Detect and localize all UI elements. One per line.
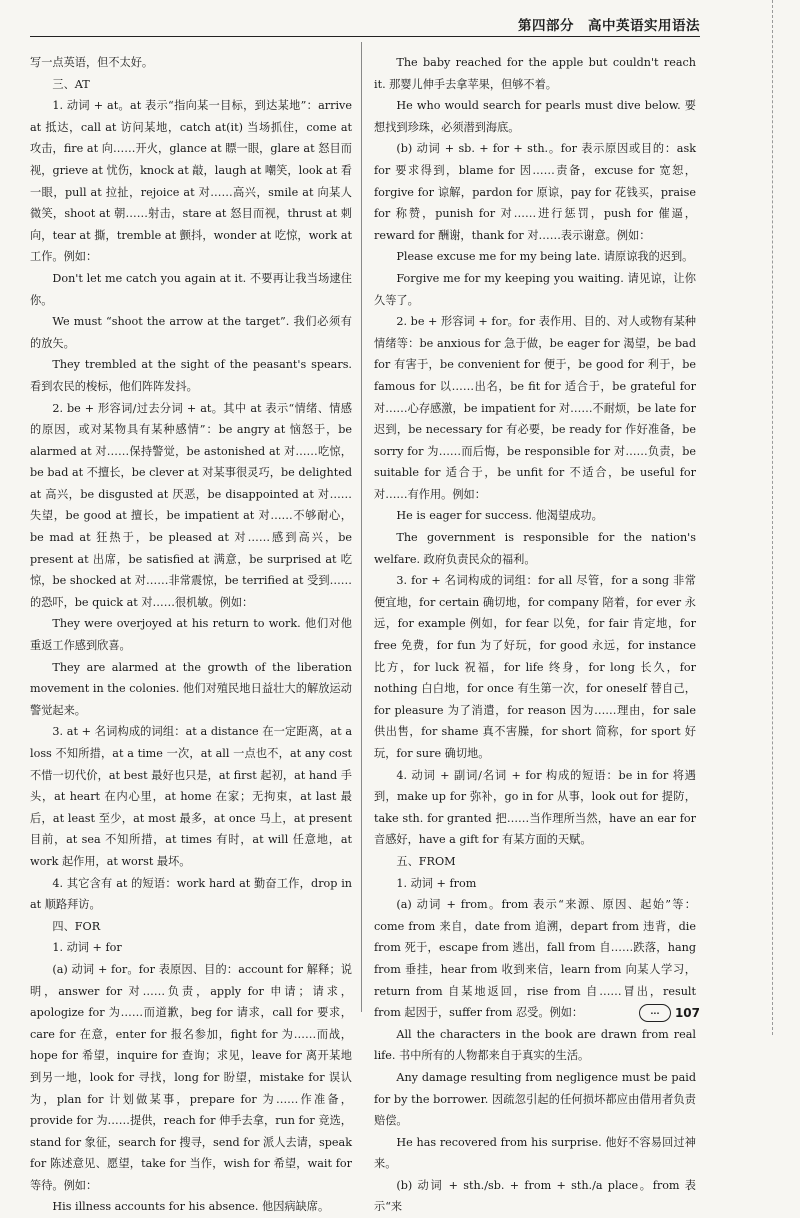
paragraph: 四、FOR — [52, 919, 101, 933]
right-column — [374, 52, 696, 1218]
left-column — [30, 52, 352, 1218]
paragraph: He has recovered from his surprise. 他好不容易回过神来。 — [374, 1135, 696, 1171]
paragraph: (a) 动词 + from。from 表示“来源、原因、起始”等：come from 来自，date from 追溯，depart from 违背，die from 死于，escape from 逃出，fall from 自……跌落，hang from 垂挂，hear from 收到来信，learn from 向某人学习，return from 自某地返回，rise from 自……冒出，result from 起因于，suffer from 忍受。例如： — [374, 898, 696, 1020]
paragraph: They are alarmed at the growth of the liberation movement in the colonies. 他们对殖民地日益壮大的解放运动警觉起来。 — [30, 660, 352, 717]
paragraph: 写一点英语，但不太好。 — [30, 56, 154, 69]
paragraph: 2. be + 形容词 + for。for 表作用、目的、对人或物有某种情绪等：be anxious for 急于做，be eager for 渴望，be bad for 有害于，be convenient for 便于，be good for 利于，be famous for 以……出名，be fit for 适合于，be grateful for 对……心存感激，be impatient for 对……不耐烦，be late for 迟到，be necessary for 有必要，be ready for 作好准备，be sorry for 为……而后悔，be responsible for 对……负责，be suitable for 适合于，be unfit for 不适合，be useful for 对……有作用。例如： — [374, 315, 696, 501]
binding-margin — [730, 0, 800, 1035]
paragraph: Any damage resulting from negligence must be paid for by the borrower. 因疏忽引起的任何损坏都应由借用者负责赔偿。 — [374, 1070, 696, 1128]
paragraph: He who would search for pearls must dive below. 要想找到珍珠，必须潜到海底。 — [374, 99, 696, 134]
paragraph: Forgive me for my keeping you waiting. 请见谅，让你久等了。 — [374, 271, 696, 307]
paragraph: They trembled at the sight of the peasant's spears. 看到农民的梭标，他们阵阵发抖。 — [30, 358, 352, 393]
page-badge-icon: ··· — [639, 1004, 671, 1022]
paragraph: 3. at + 名词构成的词组：at a distance 在一定距离，at a loss 不知所措，at a time 一次，at all 一点也不，at any cost 不惜一切代价，at best 最好也只是，at first 起初，at hand 手头，at heart 在内心里，at home 在家；无拘束，at last 最后，at least 至少，at most 最多，at once 马上，at present 目前，at sea 不知所措，at times 有时，at will 任意地，at work 起作用，at worst 最坏。 — [30, 725, 352, 868]
paragraph: (b) 动词 + sb. + for + sth.。for 表示原因或目的：ask for 要求得到，blame for 因……责备，excuse for 宽恕，forgive for 谅解，pardon for 原谅，pay for 花钱买，praise for 称赞，punish for 对……进行惩罚，push for 催逼，reward for 酬谢，thank for 对……表示谢意。例如： — [374, 142, 696, 242]
paragraph: (a) 动词 + for。for 表原因、目的：account for 解释；说明，answer for 对……负责，apply for 申请；请求，apologize for 为……而道歉，beg for 请求，call for 要求，care for 在意，enter for 报名参加，fight for 为……而战，hope for 希望，inquire for 查询；求见，leave for 离开某地到另一地，look for 寻找，long for 盼望，mistake for 误认为，plan for 计划做某事，prepare for 为……作准备，provide for 为……提供，reach for 伸手去拿，run for 竞选，stand for 象征，search for 搜寻，send for 派人去请，speak for 陈述意见、愿望，take for 当作，wish for 希望，wait for 等待。例如： — [30, 962, 352, 1192]
paragraph: 1. 动词 + at。at 表示“指向某一目标，到达某地”：arrive at 抵达，call at 访问某地，catch at(it) 当场抓住，come at 攻击，fire at 向……开火，glance at 瞟一眼，glare at 怒目而视，grieve at 忧伤，knock at 敲，laugh at 嘲笑，look at 看一眼，pull at 拉扯，rejoice at 对……高兴，smile at 向某人微笑，shoot at 朝……射击，stare at 怒目而视，thrust at 刺向，tear at 撕，tremble at 颤抖，wonder at 吃惊，work at 工作。例如： — [30, 99, 352, 264]
paragraph: 1. 动词 + for — [52, 941, 122, 955]
binding-dashed-line — [772, 0, 773, 1035]
paragraph: 4. 动词 + 副词/名词 + for 构成的短语：be in for 将遇到，make up for 弥补，go in for 从事，look out for 提防，take sth. for granted 把……当作理所当然，have an ear for 音感好，have a gift for 有某方面的天赋。 — [374, 768, 696, 847]
paragraph: We must “shoot the arrow at the target”. 我们必须有的放矢。 — [30, 315, 352, 350]
header-rule — [30, 36, 700, 37]
paragraph: They were overjoyed at his return to work. 他们对他重返工作感到欣喜。 — [30, 617, 352, 653]
page-footer — [639, 1001, 700, 1025]
paragraph: 三、AT — [52, 77, 90, 91]
paragraph: 2. be + 形容词/过去分词 + at。其中 at 表示“情绪、情感的原因，或对某物具有某种感情”：be angry at 恼怒于，be alarmed at 对……保持警觉，be astonished at 对……吃惊，be bad at 不擅长，be clever at 对某事很灵巧，be delighted at 高兴，be disgusted at 厌恶，be disappointed at 对……失望，be good at 擅长，be impatient at 对……不够耐心，be mad at 狂热于，be pleased at 对……感到高兴，be present at 出席，be satisfied at 满意，be surprised at 吃惊，be shocked at 对……非常震惊，be terrified at 受到……的恐吓，be quick at 对……很机敏。例如： — [30, 401, 352, 609]
paragraph: The government is responsible for the nation's welfare. 政府负责民众的福利。 — [374, 531, 696, 566]
paragraph: 五、FROM — [396, 854, 456, 868]
paragraph: Don't let me catch you again at it. 不要再让我当场逮住你。 — [30, 271, 352, 307]
paragraph: 1. 动词 + from — [396, 876, 477, 890]
paragraph: The baby reached for the apple but couldn't reach it. 那婴儿伸手去拿苹果，但够不着。 — [374, 56, 696, 91]
paragraph: 4. 其它含有 at 的短语：work hard at 勤奋工作，drop in at 顺路拜访。 — [30, 876, 352, 912]
paragraph: He is eager for success. 他渴望成功。 — [396, 509, 603, 523]
header-title: 第四部分 高中英语实用语法 — [518, 18, 700, 34]
page-header — [0, 0, 800, 40]
paragraph: (b) 动词 + sth./sb. + from + sth./a place。from 表示“来 — [374, 1178, 696, 1214]
paragraph: His illness accounts for his absence. 他因病缺席。 — [52, 1200, 330, 1214]
page-number: 107 — [674, 1006, 700, 1020]
paragraph: Please excuse me for my being late. 请原谅我的迟到。 — [396, 250, 694, 264]
paragraph: All the characters in the book are drawn from real life. 书中所有的人物都来自于真实的生活。 — [374, 1027, 696, 1063]
paragraph: 3. for + 名词构成的词组：for all 尽管，for a song 非常便宜地，for certain 确切地，for company 陪着，for ever 永远，for example 例如，for fear 以免，for fair 肯定地，for free 免费，for fun 为了好玩，for good 永远，for instance 比方，for luck 祝福，for life 终身，for long 长久，for nothing 白白地，for once 有生第一次，for oneself 替自己，for pleasure 为了消遣，for reason 因为……理由，for sale 供出售，for shame 真不害臊，for short 简称，for sport 好玩，for sure 确切地。 — [374, 574, 696, 760]
column-divider — [361, 42, 362, 1012]
